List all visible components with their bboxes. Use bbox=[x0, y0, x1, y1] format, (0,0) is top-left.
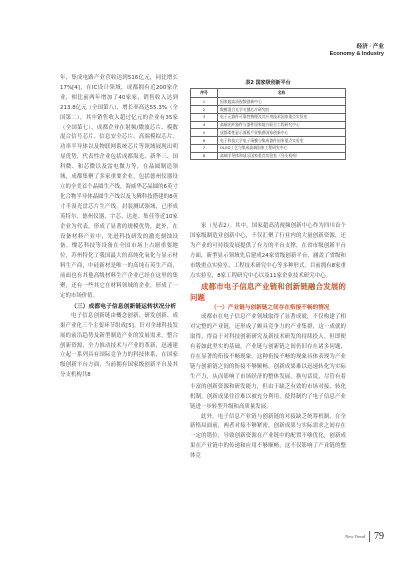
row-index: 6 bbox=[191, 137, 218, 145]
row-index: 1 bbox=[191, 98, 218, 106]
table-title: 表2 国家级创新平台 bbox=[245, 80, 291, 86]
page-number: 79 bbox=[374, 531, 384, 542]
right-paragraph-2: 成都市在电子信息产业领域取得了显著成就，不仅构建了相对完整的产业链，还形成了颇具竞争力的产业集群，这一成就的取得，得益于对科技创新研究及新技术研发的持续投入。但即便有着如此坚实的基础，产业链与创新链之间仍旧存在诸多问题，存在显著的衔接不畅现象。这种衔接不畅的现象具体表现为产业链与创新链之间的衔接不够顺畅，创新成果难以迅速转化为实际生产力，从而影响了市场经济的整体发展。换句话说，尽管有着丰富的创新资源和研发能力，但由于缺乏有效的市场对接、转化机制，创新成果往往难以被充分利用，使得制约了电子信息产业链进一步转型升级和高质量发展。 bbox=[190, 314, 346, 410]
left-column bbox=[60, 74, 178, 381]
right-paragraph-1: 家（见表2）。其中，国家超高清视频创新中心作为四川首个国家级制造业创新中心，不仅汇聚了行业内的大量创新资源，还为产业的可持续发展提供了有力的平台支撑，在省市级创新平台方面，新型显示领域先后建成24家省级创新平台，涵盖了省级和市级重点实验室、工程技术研究中心等多种形式，目前拥有8家重点实验室，8家工程研究中心以及11家企业技术研究中心。 bbox=[190, 223, 346, 279]
row-name: 成都柔性显示面板产业集群国家创新中心 bbox=[218, 129, 346, 137]
right-column bbox=[190, 222, 346, 462]
left-section-heading: （三）成都电子信息创新链运转状况分析 bbox=[71, 303, 177, 310]
section-title: 成都市电子信息产业链和创新链融合发展的问题 bbox=[190, 282, 346, 303]
row-index: 2 bbox=[191, 105, 218, 113]
page-header bbox=[330, 44, 384, 58]
row-index: 7 bbox=[191, 144, 218, 152]
table-header-name: 名称 bbox=[218, 89, 346, 98]
header-subtitle: Economy & Industry bbox=[329, 51, 384, 57]
row-name: 电子科技大学电子薄膜与集成器件国家重点实验室 bbox=[218, 137, 346, 145]
row-name: OLED工艺与集成高端国家工程研究中心 bbox=[218, 144, 346, 152]
table-row bbox=[191, 113, 346, 121]
row-index: 4 bbox=[191, 121, 218, 129]
row-name: 电子元器件可靠性物理及其应用技术国家重点实验室 bbox=[218, 113, 346, 121]
table-header-row bbox=[191, 89, 346, 98]
table-row bbox=[191, 144, 346, 152]
table-row bbox=[191, 129, 346, 137]
table-row bbox=[191, 105, 346, 113]
table-row bbox=[191, 137, 346, 145]
table-row bbox=[191, 121, 346, 129]
row-index: 3 bbox=[191, 113, 218, 121]
right-paragraph-3: 此外，电子信息产业链与创新链的对接缺乏统筹机制，在全新格局面前，两者对接不够紧密，创新成果与实际需求之间存在一定的错位，导致创新资源在产业链中的配置不够优化，创新成果在产业链中的传递和应用不够顺畅，这不仅影响了产业链的整体竞 bbox=[190, 413, 346, 460]
footer-divider bbox=[369, 531, 370, 542]
table-row bbox=[191, 98, 346, 106]
innovation-platform-table bbox=[190, 88, 346, 160]
header-title: 经济 · 产业 bbox=[356, 44, 384, 50]
magazine-name: New Trend bbox=[345, 534, 365, 539]
row-name: 高端半导体和显示国家重点实验室（分支机构） bbox=[218, 152, 346, 160]
table-row bbox=[191, 152, 346, 160]
row-index: 5 bbox=[191, 129, 218, 137]
row-name: 数模混合光学关键芯片研究院 bbox=[218, 105, 346, 113]
row-index: 8 bbox=[191, 152, 218, 160]
subsection-heading: （一）产业链与创新链之间存在衔接不畅的情况 bbox=[211, 305, 330, 312]
row-name: 高端光纤器件与器件国家地方联合工程研究中心 bbox=[218, 121, 346, 129]
page-footer bbox=[345, 531, 384, 542]
table-header-index: 序号 bbox=[191, 89, 218, 98]
left-paragraph-1: 年，集成电路产业营收达到516亿元，同比增长17%[4]，在IC设计领域，成都拥有近200家企业，相比前两年增加了40家家，销售收入达到213.8亿元（全国第八），增长率高达55.3%（全国第二），其中销售收入超过亿元的企业有35家（全国第七），成都企业在射频/微波芯片、模数混合信号芯片、信息安全芯片、高端模拟芯片、功率半导体以及物联网系统芯片等领域展现出明显优势，代表性企业包括成都海光、新华三、国科微、和芯微以及雷电微力等，在晶圆制造领域，成都集聚了多家重要企业，包括德州仪器设立的全美首个晶圆生产线，海威华芯晶圆的6英寸化合物半导体晶圆生产线以及飞腾科技搭建的8英寸半湿光盘芯片生产线，封装测试领域，已形成英特尔、德州仪器、宇芯、达迩、集佳等近10家企业为代表，形成了显著的规模优势，此外，在设备材料产业中，先进科技研发的激光刻蚀设备、燦芯科技等设备在全国市场上占据重要地位，苏州特化了我国最大的高纯化氧化与显示材料生产商，中硅新材是唯一的高纯石英生产商，前面也有其他高级材料生产企业已经在这里的集聚，还有一些其它在材料领域的企业，形成了一定的市场价值。 bbox=[60, 75, 178, 299]
row-name: 国家超高清视频创新中心 bbox=[218, 98, 346, 106]
left-paragraph-2: 电子信息创新链由概念创新、研发创新、成果产业化三个主要环节组成[5]。针对全球科技发展的前沿趋势及新型制造产业的发展需求，整合创新资源，全力推动技术与产业的革新，迅速建立起一系列具有国际竞争力的科技体系，在国家级创新平台方面，当前拥有国家级创新平台及其分支机构共8 bbox=[60, 312, 178, 379]
